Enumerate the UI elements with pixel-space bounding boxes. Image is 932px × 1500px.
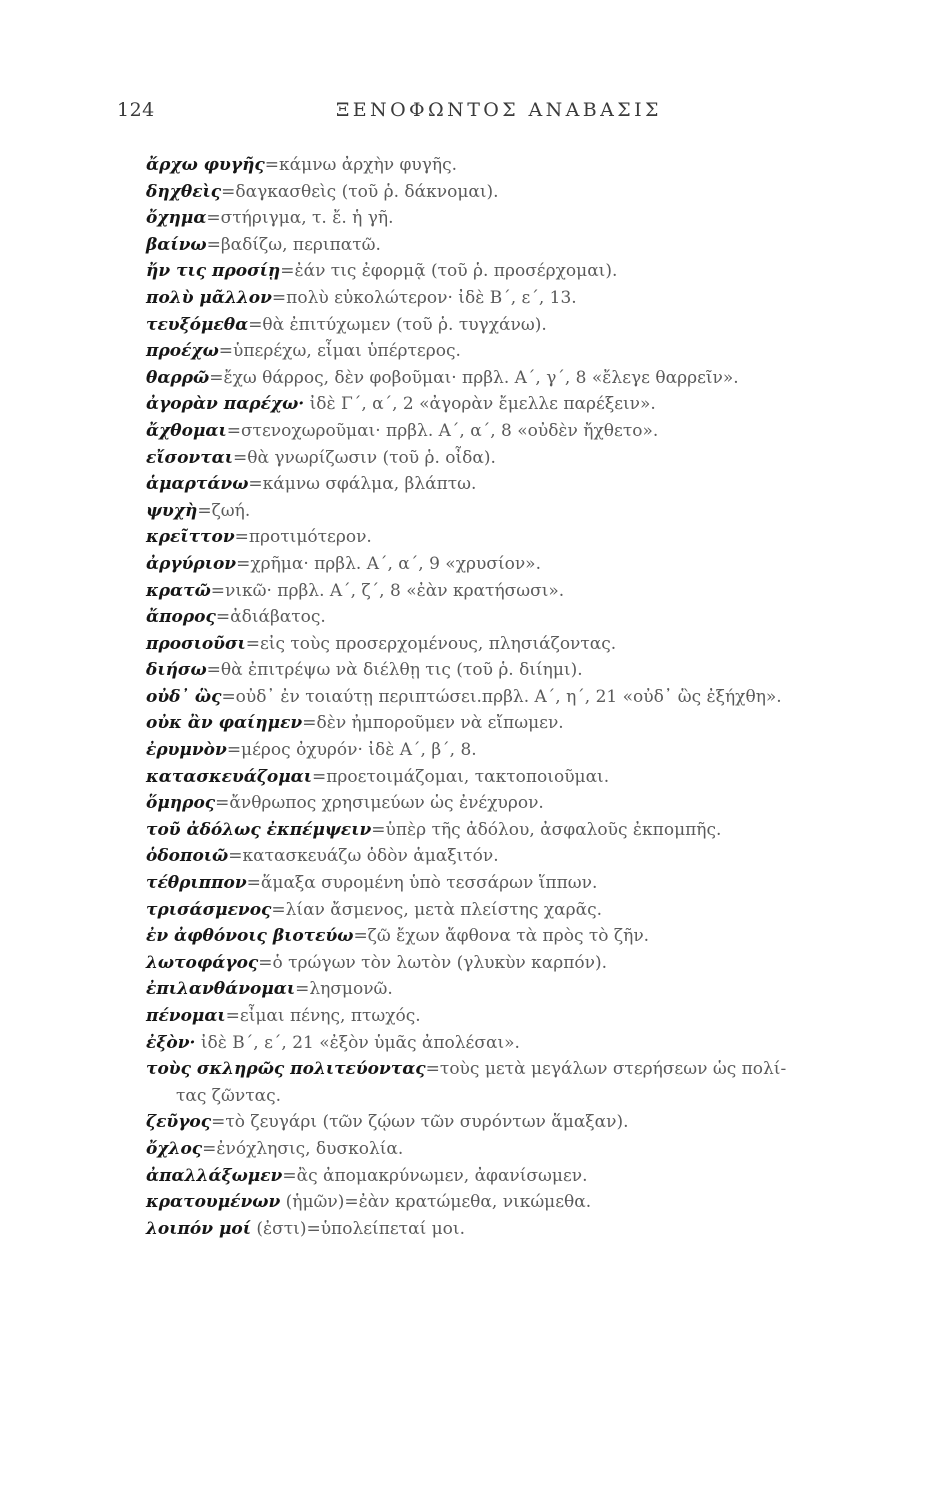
glossary-entry	[146, 737, 866, 764]
glossary-entry	[146, 1030, 866, 1057]
glossary-entry-continuation	[146, 1083, 866, 1110]
page-number: 124	[117, 99, 155, 121]
glossary-entry	[146, 817, 866, 844]
entry-gloss: =λησμονῶ.	[295, 979, 393, 1000]
glossary-entry	[146, 578, 866, 605]
entry-gloss: =εἶμαι πένης, πτωχός.	[225, 1006, 421, 1026]
entry-term: ἀργύριον	[146, 553, 237, 574]
entry-gloss: =θὰ ἐπιτρέψω νὰ διέλθῃ τις (τοῦ ῥ. διίημι).	[206, 660, 583, 681]
glossary-entry	[146, 312, 866, 339]
entry-gloss: =θὰ γνωρίζωσιν (τοῦ ῥ. οἶδα).	[232, 447, 496, 468]
entry-term: τέθριππον	[146, 873, 247, 894]
entry-term: ὁδοποιῶ	[146, 846, 229, 867]
entry-term: ἁμαρτάνω	[146, 474, 249, 495]
glossary-entry	[146, 338, 866, 365]
entry-term: ἀγορὰν παρέχω·	[146, 394, 305, 415]
entry-term: κατασκευάζομαι	[146, 766, 312, 787]
entry-term: λοιπόν μοί	[146, 1218, 251, 1239]
entry-term: διήσω	[146, 660, 207, 681]
entry-gloss: =ὁ τρώγων τὸν λωτὸν (γλυκὺν καρπόν).	[258, 952, 608, 973]
entry-gloss: =προετοιμάζομαι, τακτοποιοῦμαι.	[312, 766, 610, 787]
glossary-entry	[146, 923, 866, 950]
entry-term: ὄχημα	[146, 208, 207, 229]
glossary-entry	[146, 843, 866, 870]
entry-term: πολὺ μᾶλλον	[146, 287, 272, 308]
entry-term: κρατῶ	[146, 580, 211, 601]
glossary-entry	[146, 1003, 866, 1030]
glossary-entry	[146, 232, 866, 259]
entry-gloss: =οὐδ᾽ ἐν τοιαύτῃ περιπτώσει.πρβλ. Α΄, η΄, 21 «οὐδ᾽ ὣς ἐξήχθη».	[221, 686, 782, 707]
entry-gloss: =ἀδιάβατος.	[215, 607, 326, 628]
entry-term: οὐδ᾽ ὣς	[146, 686, 222, 707]
entry-gloss: =δαγκασθεὶς (τοῦ ῥ. δάκνομαι).	[221, 181, 499, 202]
entry-gloss: =κάμνω σφάλμα, βλάπτω.	[248, 474, 477, 495]
glossary-entry	[146, 870, 866, 897]
glossary-entry	[146, 418, 866, 445]
glossary-entry	[146, 1216, 866, 1243]
glossary-entry	[146, 657, 866, 684]
entry-term: ὅμηρος	[146, 793, 216, 814]
entry-term: θαρρῶ	[146, 367, 210, 388]
glossary-entry	[146, 179, 866, 206]
entry-gloss: =κάμνω ἀρχὴν φυγῆς.	[264, 155, 458, 175]
entry-term: τοῦ ἀδόλως ἐκπέμψειν	[146, 819, 372, 840]
glossary-entry	[146, 950, 866, 977]
entry-term: προσιοῦσι	[146, 633, 246, 654]
glossary-entry	[146, 604, 866, 631]
entry-gloss: =πολὺ εὐκολώτερον· ἰδὲ Β΄, ε΄, 13.	[271, 287, 577, 308]
entry-term: ὄχλος	[146, 1138, 203, 1159]
glossary-list	[146, 152, 866, 1242]
glossary-entry	[146, 258, 866, 285]
entry-gloss: (ἐστι)=ὑπολείπεταί μοι.	[251, 1218, 465, 1239]
entry-gloss: =βαδίζω, περιπατῶ.	[206, 234, 381, 255]
entry-gloss: =κατασκευάζω ὁδὸν ἁμαξιτόν.	[228, 846, 499, 867]
entry-gloss: =στενοχωροῦμαι· πρβλ. Α΄, α΄, 8 «οὐδὲν ἤχθετο».	[226, 420, 659, 441]
entry-term: κρεῖττον	[146, 527, 235, 548]
entry-term: ἐρυμνὸν	[146, 740, 227, 761]
entry-term: οὐκ ἂν φαίημεν	[146, 713, 303, 734]
glossary-entry	[146, 551, 866, 578]
entry-gloss: =εἰς τοὺς προσερχομένους, πλησιάζοντας.	[245, 633, 617, 654]
entry-gloss: =προτιμότερον.	[234, 527, 372, 548]
entry-term: βαίνω	[146, 234, 207, 255]
glossary-entry	[146, 205, 866, 232]
entry-term: ἐπιλανθάνομαι	[146, 979, 296, 1000]
running-head-title: ΞΕΝΟΦΩΝΤΟΣ ΑΝΑΒΑΣΙΣ	[336, 99, 662, 121]
entry-gloss: =στήριγμα, τ. ἔ. ἡ γῆ.	[206, 208, 394, 229]
glossary-entry	[146, 684, 866, 711]
glossary-entry	[146, 764, 866, 791]
entry-gloss: =χρῆμα· πρβλ. Α΄, α΄, 9 «χρυσίον».	[236, 553, 541, 574]
entry-gloss: =νικῶ· πρβλ. Α΄, ζ΄, 8 «ἐὰν κρατήσωσι».	[210, 580, 565, 601]
glossary-entry	[146, 498, 866, 525]
entry-gloss: =δὲν ἠμποροῦμεν νὰ εἴπωμεν.	[302, 713, 564, 734]
entry-gloss: ἰδὲ Β΄, ε΄, 21 «ἐξὸν ὑμᾶς ἀπολέσαι».	[195, 1032, 520, 1053]
entry-term: ἤν τις προσίῃ	[146, 261, 281, 282]
entry-term: ἐξὸν·	[146, 1032, 196, 1053]
entry-gloss: =ἂς ἀπομακρύνωμεν, ἀφανίσωμεν.	[282, 1165, 588, 1186]
entry-term: λωτοφάγος	[146, 952, 259, 973]
glossary-entry	[146, 365, 866, 392]
entry-gloss: =ὑπὲρ τῆς ἀδόλου, ἀσφαλοῦς ἐκπομπῆς.	[371, 819, 722, 840]
glossary-entry	[146, 285, 866, 312]
entry-term: τοὺς σκληρῶς πολιτεύοντας	[146, 1059, 426, 1080]
entry-term: προέχω	[146, 341, 219, 362]
entry-term: εἴσονται	[146, 447, 233, 468]
entry-term: ἀπαλλάξωμεν	[146, 1165, 283, 1186]
entry-term: τρισάσμενος	[146, 899, 272, 920]
entry-term: ἄπορος	[146, 607, 216, 628]
entry-gloss: ἰδὲ Γ΄, α΄, 2 «ἀγορὰν ἔμελλε παρέξειν».	[304, 394, 656, 415]
entry-gloss: =θὰ ἐπιτύχωμεν (τοῦ ῥ. τυγχάνω).	[248, 314, 547, 335]
entry-gloss: =τὸ ζευγάρι (τῶν ζῴων τῶν συρόντων ἅμαξαν).	[211, 1112, 629, 1133]
entry-term: ἄχθομαι	[146, 420, 227, 441]
entry-gloss-continuation: τας ζῶντας.	[176, 1085, 282, 1106]
entry-term: ψυχὴ	[146, 500, 198, 521]
glossary-entry	[146, 391, 866, 418]
entry-term: ἐν ἀφθόνοις βιοτεύω	[146, 926, 354, 947]
glossary-entry	[146, 152, 866, 179]
entry-gloss: (ἡμῶν)=ἐὰν κρατώμεθα, νικώμεθα.	[280, 1192, 592, 1213]
glossary-entry	[146, 524, 866, 551]
entry-gloss: =ἐνόχλησις, δυσκολία.	[202, 1138, 404, 1159]
entry-gloss: =λίαν ἄσμενος, μετὰ πλείστης χαρᾶς.	[271, 899, 602, 920]
glossary-entry	[146, 471, 866, 498]
glossary-entry	[146, 445, 866, 472]
glossary-entry	[146, 897, 866, 924]
entry-gloss: =ἐάν τις ἐφορμᾷ (τοῦ ῥ. προσέρχομαι).	[280, 261, 618, 282]
glossary-entry	[146, 1163, 866, 1190]
entry-term: ἄρχω φυγῆς	[146, 155, 265, 175]
entry-gloss: =ἄνθρωπος χρησιμεύων ὡς ἐνέχυρον.	[215, 793, 544, 814]
entry-term: ζεῦγος	[146, 1112, 212, 1133]
glossary-entry	[146, 790, 866, 817]
glossary-entry	[146, 1136, 866, 1163]
entry-gloss: =ὑπερέχω, εἶμαι ὑπέρτερος.	[218, 341, 461, 362]
glossary-entry	[146, 631, 866, 658]
entry-gloss: =ἅμαξα συρομένη ὑπὸ τεσσάρων ἵππων.	[246, 873, 598, 894]
entry-gloss: =ἔχω θάρρος, δὲν φοβοῦμαι· πρβλ. Α΄, γ΄, 8 «ἔλεγε θαρρεῖν».	[209, 367, 739, 388]
glossary-entry	[146, 1189, 866, 1216]
entry-gloss: =τοὺς μετὰ μεγάλων στερήσεων ὡς πολί-	[425, 1059, 787, 1080]
entry-term: πένομαι	[146, 1006, 226, 1026]
entry-term: κρατουμένων	[146, 1192, 281, 1213]
glossary-entry	[146, 710, 866, 737]
entry-gloss: =ζῶ ἔχων ἄφθονα τὰ πρὸς τὸ ζῆν.	[353, 926, 650, 947]
entry-gloss: =ζωή.	[197, 500, 251, 521]
entry-gloss: =μέρος ὀχυρόν· ἰδὲ Α΄, β΄, 8.	[226, 740, 477, 761]
glossary-entry	[146, 1109, 866, 1136]
entry-term: τευξόμεθα	[146, 314, 249, 335]
glossary-entry	[146, 976, 866, 1003]
entry-term: δηχθεὶς	[146, 181, 222, 202]
glossary-entry	[146, 1056, 866, 1083]
